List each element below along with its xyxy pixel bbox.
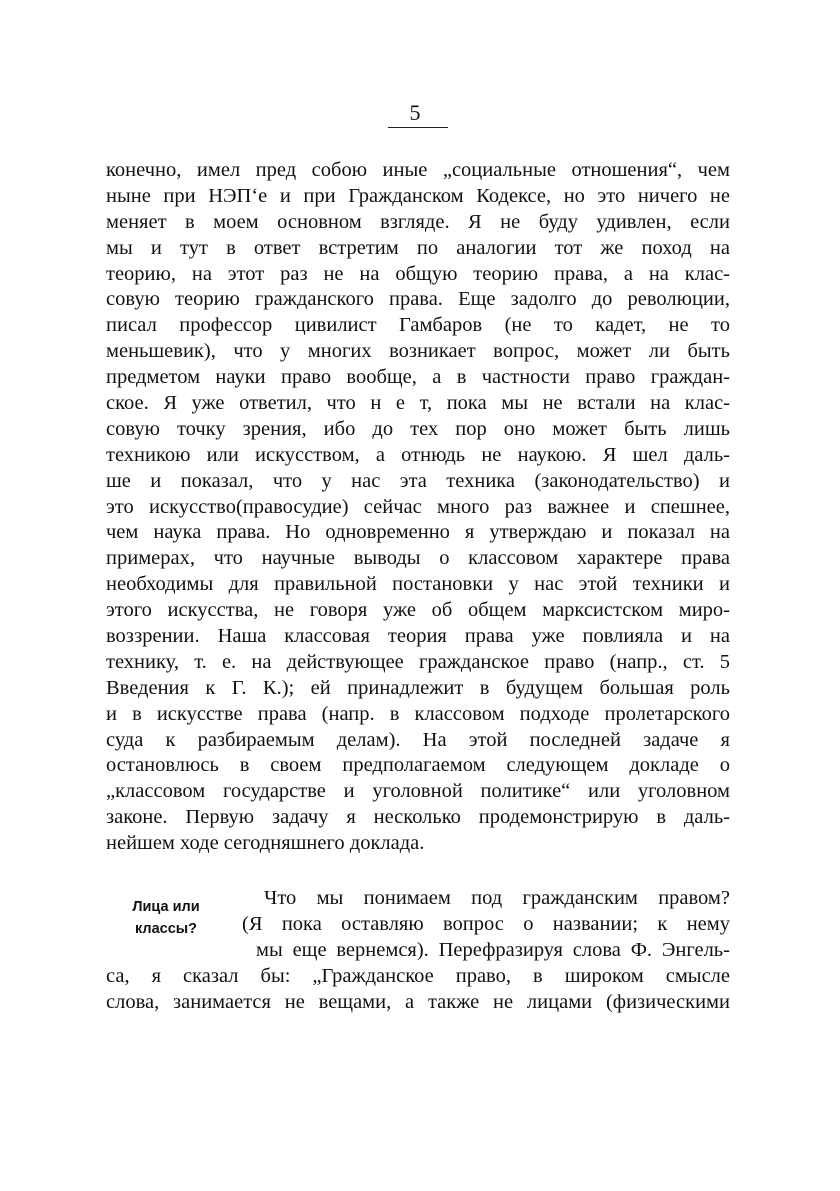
text-line: ше и показал, что у нас эта техника (законодательство) и (106, 469, 730, 492)
text-line: мы еще вернемся). Перефразируя слова Ф. Энгель- (256, 938, 730, 961)
text-line: Что мы понимаем под гражданским правом? (264, 887, 730, 909)
page-number: 5 (409, 100, 421, 125)
text-line: это искусство(правосудие) сейчас много раз важнее и спешнее, (106, 495, 730, 518)
text-line: (Я пока оставляю вопрос о названии; к нему (242, 912, 730, 935)
text-line: меньшевик), что у многих возникает вопрос, может ли быть (106, 340, 730, 363)
text-line: слова, занимается не вещами, а также не лицами (физическими (106, 990, 730, 1013)
text-line: писал профессор цивилист Гамбаров (не то кадет, не то (106, 314, 730, 337)
margin-note-line: классы? (134, 921, 198, 937)
text-line: этого искусства, не говоря уже об общем марксистском миро- (106, 599, 730, 622)
text-line: техникою или искусством, а отнюдь не наукою. Я шел даль- (106, 443, 730, 466)
text-line: мы и тут в ответ встретим по аналогии тот же поход на (106, 236, 730, 259)
text-line: и в искусстве права (напр. в классовом подходе пролетарского (106, 702, 730, 725)
text-line: совую точку зрения, ибо до тех пор оно может быть лишь (106, 417, 730, 440)
text-line: законе. Первую задачу я несколько продемонстрирую в даль- (106, 806, 730, 829)
text-line: предметом науки право вообще, а в частности право граждан- (106, 366, 730, 389)
text-line: суда к разбираемым делам). На этой последней задаче я (106, 728, 730, 751)
page-number-rule (388, 127, 448, 128)
text-line: теорию, на этот раз не на общую теорию права, а на клас- (106, 262, 730, 285)
text-line: нейшем ходе сегодняшнего доклада. (106, 832, 425, 855)
body-paragraph (106, 158, 730, 857)
text-line: примерах, что научные выводы о классовом характере права (106, 547, 730, 570)
text-line: ныне при НЭП‘е и при Гражданском Кодексе, но это ничего не (106, 184, 730, 207)
text-line: меняет в моем основном взгляде. Я не буду удивлен, если (106, 210, 730, 233)
text-line: остановлюсь в своем предполагаемом следующем докладе о (106, 754, 730, 777)
text-line: са, я сказал бы: „Гражданское право, в широком смысле (106, 964, 730, 987)
text-line: „классовом государстве и уголовной политике“ или уголовном (106, 780, 730, 803)
section-paragraph (106, 886, 730, 1015)
text-line: Введения к Г. К.); ей принадлежит в будущем большая роль (106, 676, 730, 699)
text-line: ское. Я уже ответил, что н е т, пока мы не встали на клас- (106, 392, 730, 415)
text-line: конечно, имел пред собою иные „социальные отношения“, чем (106, 159, 730, 181)
margin-note-line: Лица или (132, 899, 200, 915)
text-line: чем наука права. Но одновременно я утверждаю и показал на (106, 521, 730, 544)
text-line: необходимы для правильной постановки у нас этой техники и (106, 573, 730, 596)
text-line: технику, т. е. на действующее гражданское право (напр., ст. 5 (106, 650, 730, 673)
text-line: воззрении. Наша классовая теория права уже повлияла и на (106, 625, 730, 648)
text-line: совую теорию гражданского права. Еще задолго до революции, (106, 288, 730, 311)
